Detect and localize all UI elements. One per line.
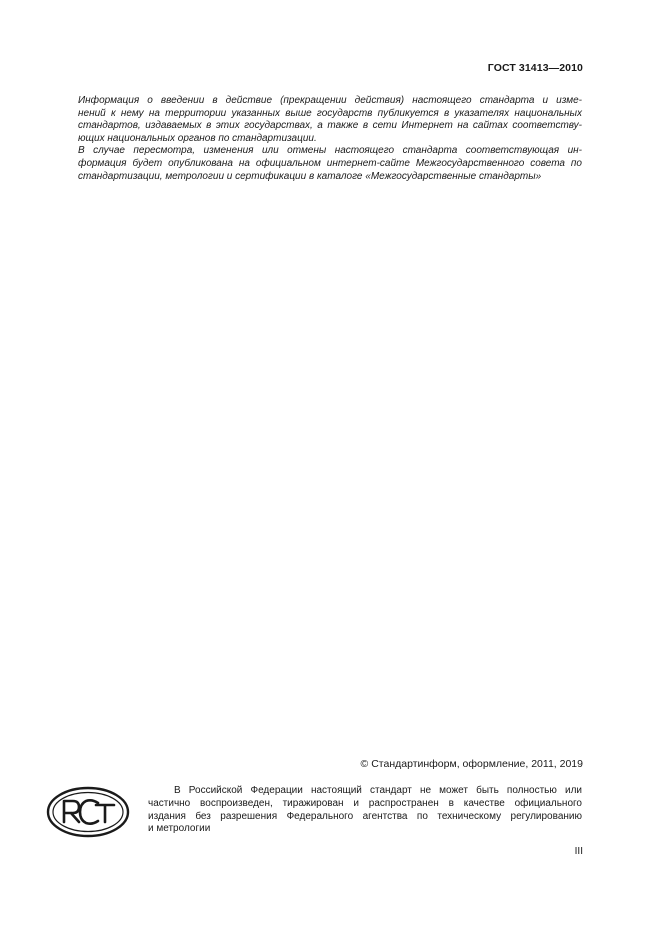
info-paragraph-2-line: стандартизации, метрологии и сертификации в каталоге «Межгосударственные стандарты» [78,170,542,182]
legal-notice-line: издания без разрешения Федерального агентства по техническому регулированию [148,810,582,822]
info-paragraph-1-line: нений к нему на территории указанных выше государств публикуется в указателях национальных [78,107,582,119]
publication-info [78,95,582,183]
standard-code: ГОСТ 31413—2010 [487,62,583,74]
legal-notice-line: частично воспроизведен, тиражирован и распространен в качестве официального [148,797,582,809]
legal-notice-line: В Российской Федерации настоящий стандарт не может быть полностью или [174,785,582,796]
info-paragraph-2 [78,145,582,183]
copyright-notice: © Стандартинформ, оформление, 2011, 2019 [360,758,583,770]
legal-notice [148,785,582,836]
info-paragraph-2-line: В случае пересмотра, изменения или отмены настоящего стандарта соответствующая ин- [78,145,582,157]
info-paragraph-1-line: стандартов, издаваемых в этих государствах, а также в сети Интернет на сайтах соответству- [78,120,582,132]
rst-certification-mark-icon [46,786,130,838]
info-paragraph-1-line: ющих национальных органов по стандартизации. [78,132,317,144]
info-paragraph-1-line: Информация о введении в действие (прекращении действия) настоящего стандарта и изме- [78,95,582,106]
legal-notice-line: и метрологии [148,823,211,835]
info-paragraph-1 [78,95,582,145]
page-number: III [574,846,583,857]
info-paragraph-2-line: формация будет опубликована на официальном интернет-сайте Межгосударственного совета по [78,157,582,169]
